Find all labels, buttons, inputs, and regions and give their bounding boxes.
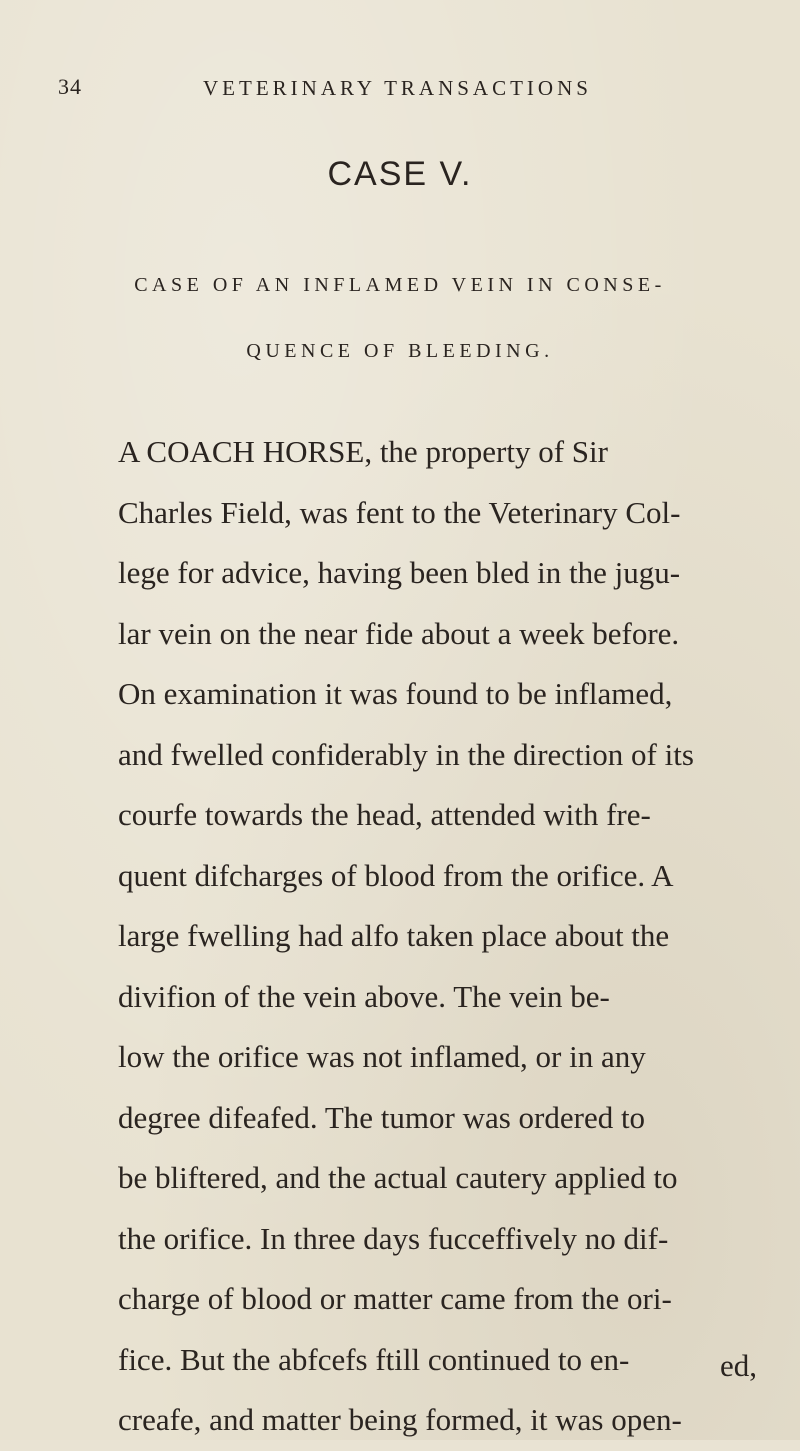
case-title: CASE V.: [327, 155, 473, 193]
text-line: divifion of the vein above. The vein be-: [118, 978, 610, 1014]
case-subtitle-line: QUENCE OF BLEEDING.: [246, 340, 554, 362]
catchword: ed,: [720, 1348, 758, 1383]
text-line: quent difcharges of blood from the orifice. A: [118, 857, 674, 893]
page-number: 34: [58, 74, 82, 99]
body-paragraph: [118, 422, 798, 1451]
text-line: lar vein on the near fide about a week before.: [118, 615, 680, 651]
case-subtitle-line: CASE OF AN INFLAMED VEIN IN CONSE-: [134, 274, 666, 296]
text-line: large fwelling had alfo taken place about the: [118, 918, 670, 953]
running-head: [58, 74, 758, 106]
text-line: Charles Field, was fent to the Veterinary Col-: [118, 494, 681, 530]
text-line: and fwelled confiderably in the direction of its: [118, 736, 694, 772]
text-line: the orifice. In three days fucceffively no dif-: [118, 1220, 669, 1256]
text-line: creafe, and matter being formed, it was open-: [118, 1402, 682, 1437]
text-line: fice. But the abfcefs ftill continued to en-: [118, 1341, 630, 1377]
text-line: courfe towards the head, attended with fre-: [118, 797, 651, 832]
text-line: A COACH HORSE, the property of Sir: [118, 434, 608, 469]
text-line: degree difeafed. The tumor was ordered to: [118, 1099, 646, 1135]
text-line: be bliftered, and the actual cautery applied to: [118, 1160, 678, 1195]
text-line: On examination it was found to be inflamed,: [118, 676, 673, 711]
text-line: charge of blood or matter came from the ori-: [118, 1281, 672, 1316]
text-line: lege for advice, having been bled in the jugu-: [118, 555, 681, 590]
running-title: VETERINARY TRANSACTIONS: [203, 76, 592, 100]
text-line: low the orifice was not inflamed, or in any: [118, 1039, 646, 1074]
